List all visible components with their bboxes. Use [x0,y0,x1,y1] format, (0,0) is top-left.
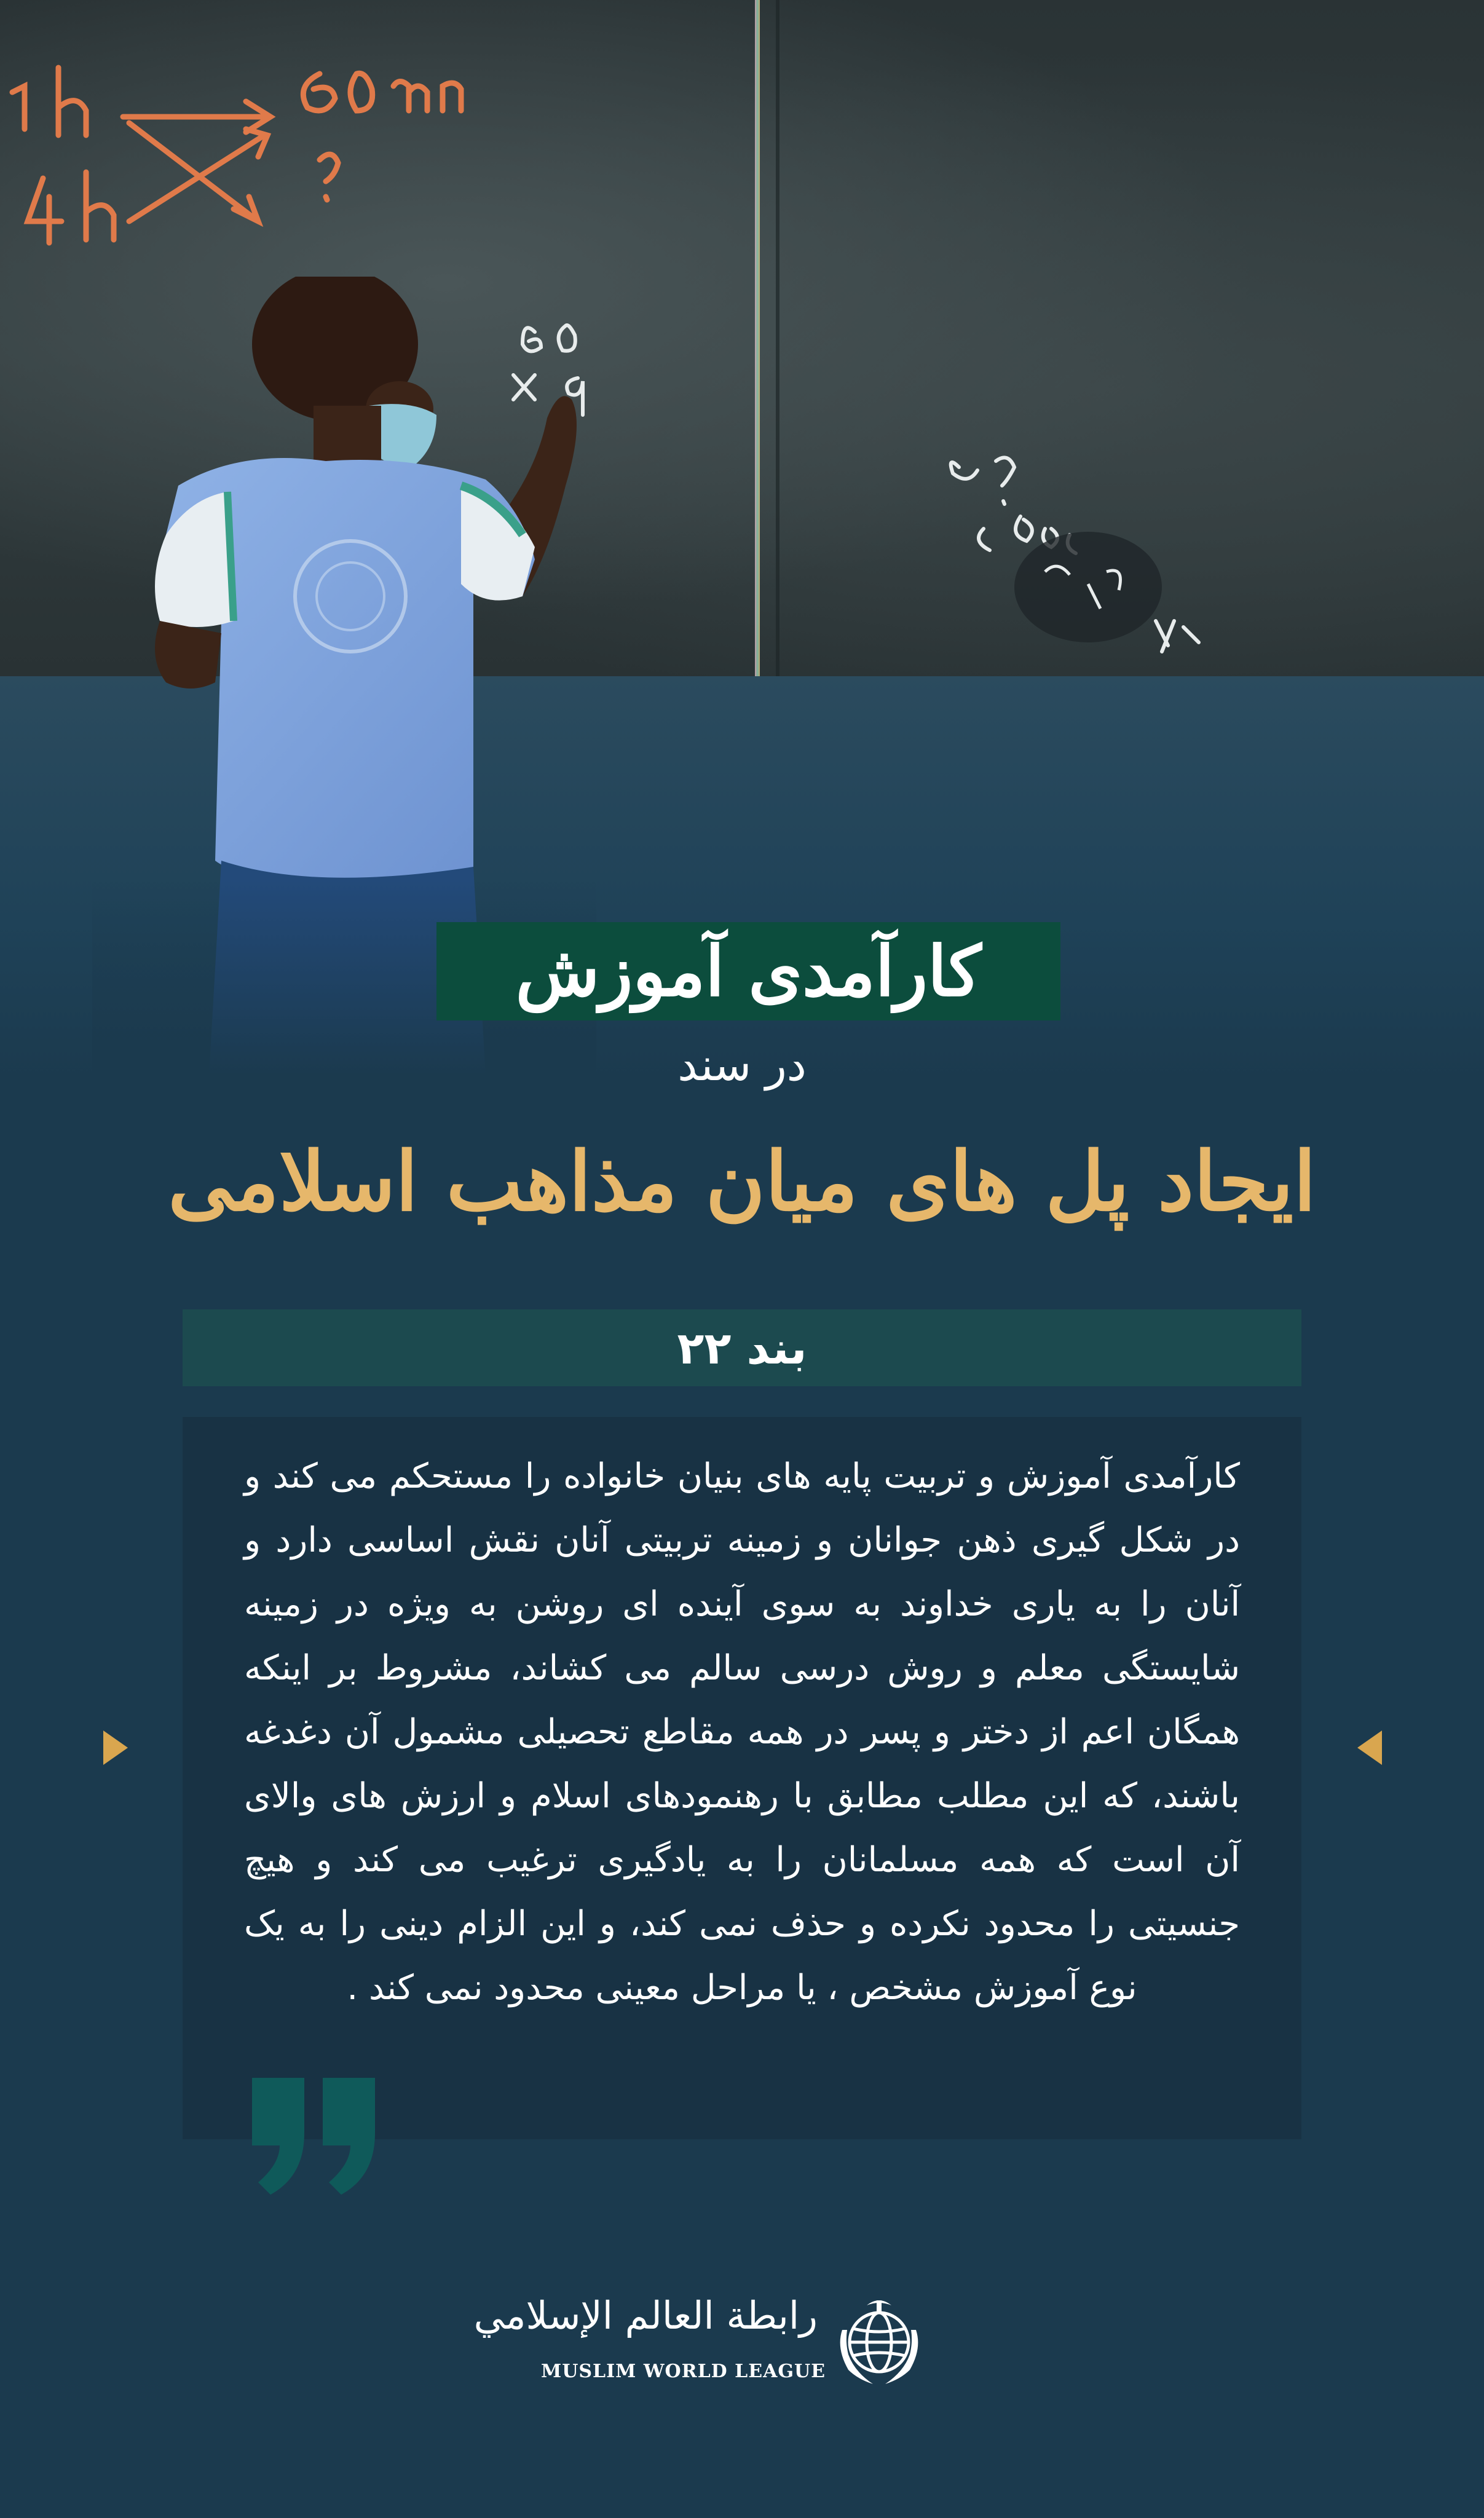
quote-card [183,1417,1301,2139]
logo-english-text: MUSLIM WORLD LEAGUE [541,2361,826,2382]
globe-wreath-emblem-icon [830,2293,928,2391]
hero-photo [0,0,1484,1082]
headline: ایجاد پل های میان مذاهب اسلامی [168,1134,1316,1229]
subtitle: در سند [677,1039,807,1091]
logo-arabic-text: رابطة العالم الإسلامي [473,2293,818,2338]
page-title: کارآمدی آموزش [515,931,982,1012]
section-label: بند ۲۲ [677,1322,807,1374]
title-banner [436,922,1060,1020]
quote-text: کارآمدی آموزش و تربیت پایه های بنیان خانواده را مستحکم می کند و در شکل گیری ذهن جوانان و زمینه تربیتی آنان نقش اساسی دارد و آنان را به یاری خداوند به سوی آینده ای روشن به ویژه در زمینه شایستگی معلم و روش درسی سالم می کشاند، مشروط بر اینکه همگان اعم از دختر و پسر در همه مقاطع تحصیلی مشمول آن دغدغه باشند، که این مطلب مطابق با رهنمودهای اسلام و ارزش های والای آن است که همه مسلمانان را به یادگیری ترغیب می کند و هیچ جنسیتی را محدود نکرده و حذف نمی کند، و این الزام دینی را به یک نوع آموزش مشخص ، یا مراحل معینی محدود نمی کند . [244,1456,1240,2008]
section-banner [183,1309,1301,1386]
muslim-world-league-logo [473,2293,947,2398]
arrow-left-icon[interactable] [103,1731,128,1765]
closing-quote-icon [246,2078,381,2201]
arrow-right-icon[interactable] [1357,1731,1382,1765]
